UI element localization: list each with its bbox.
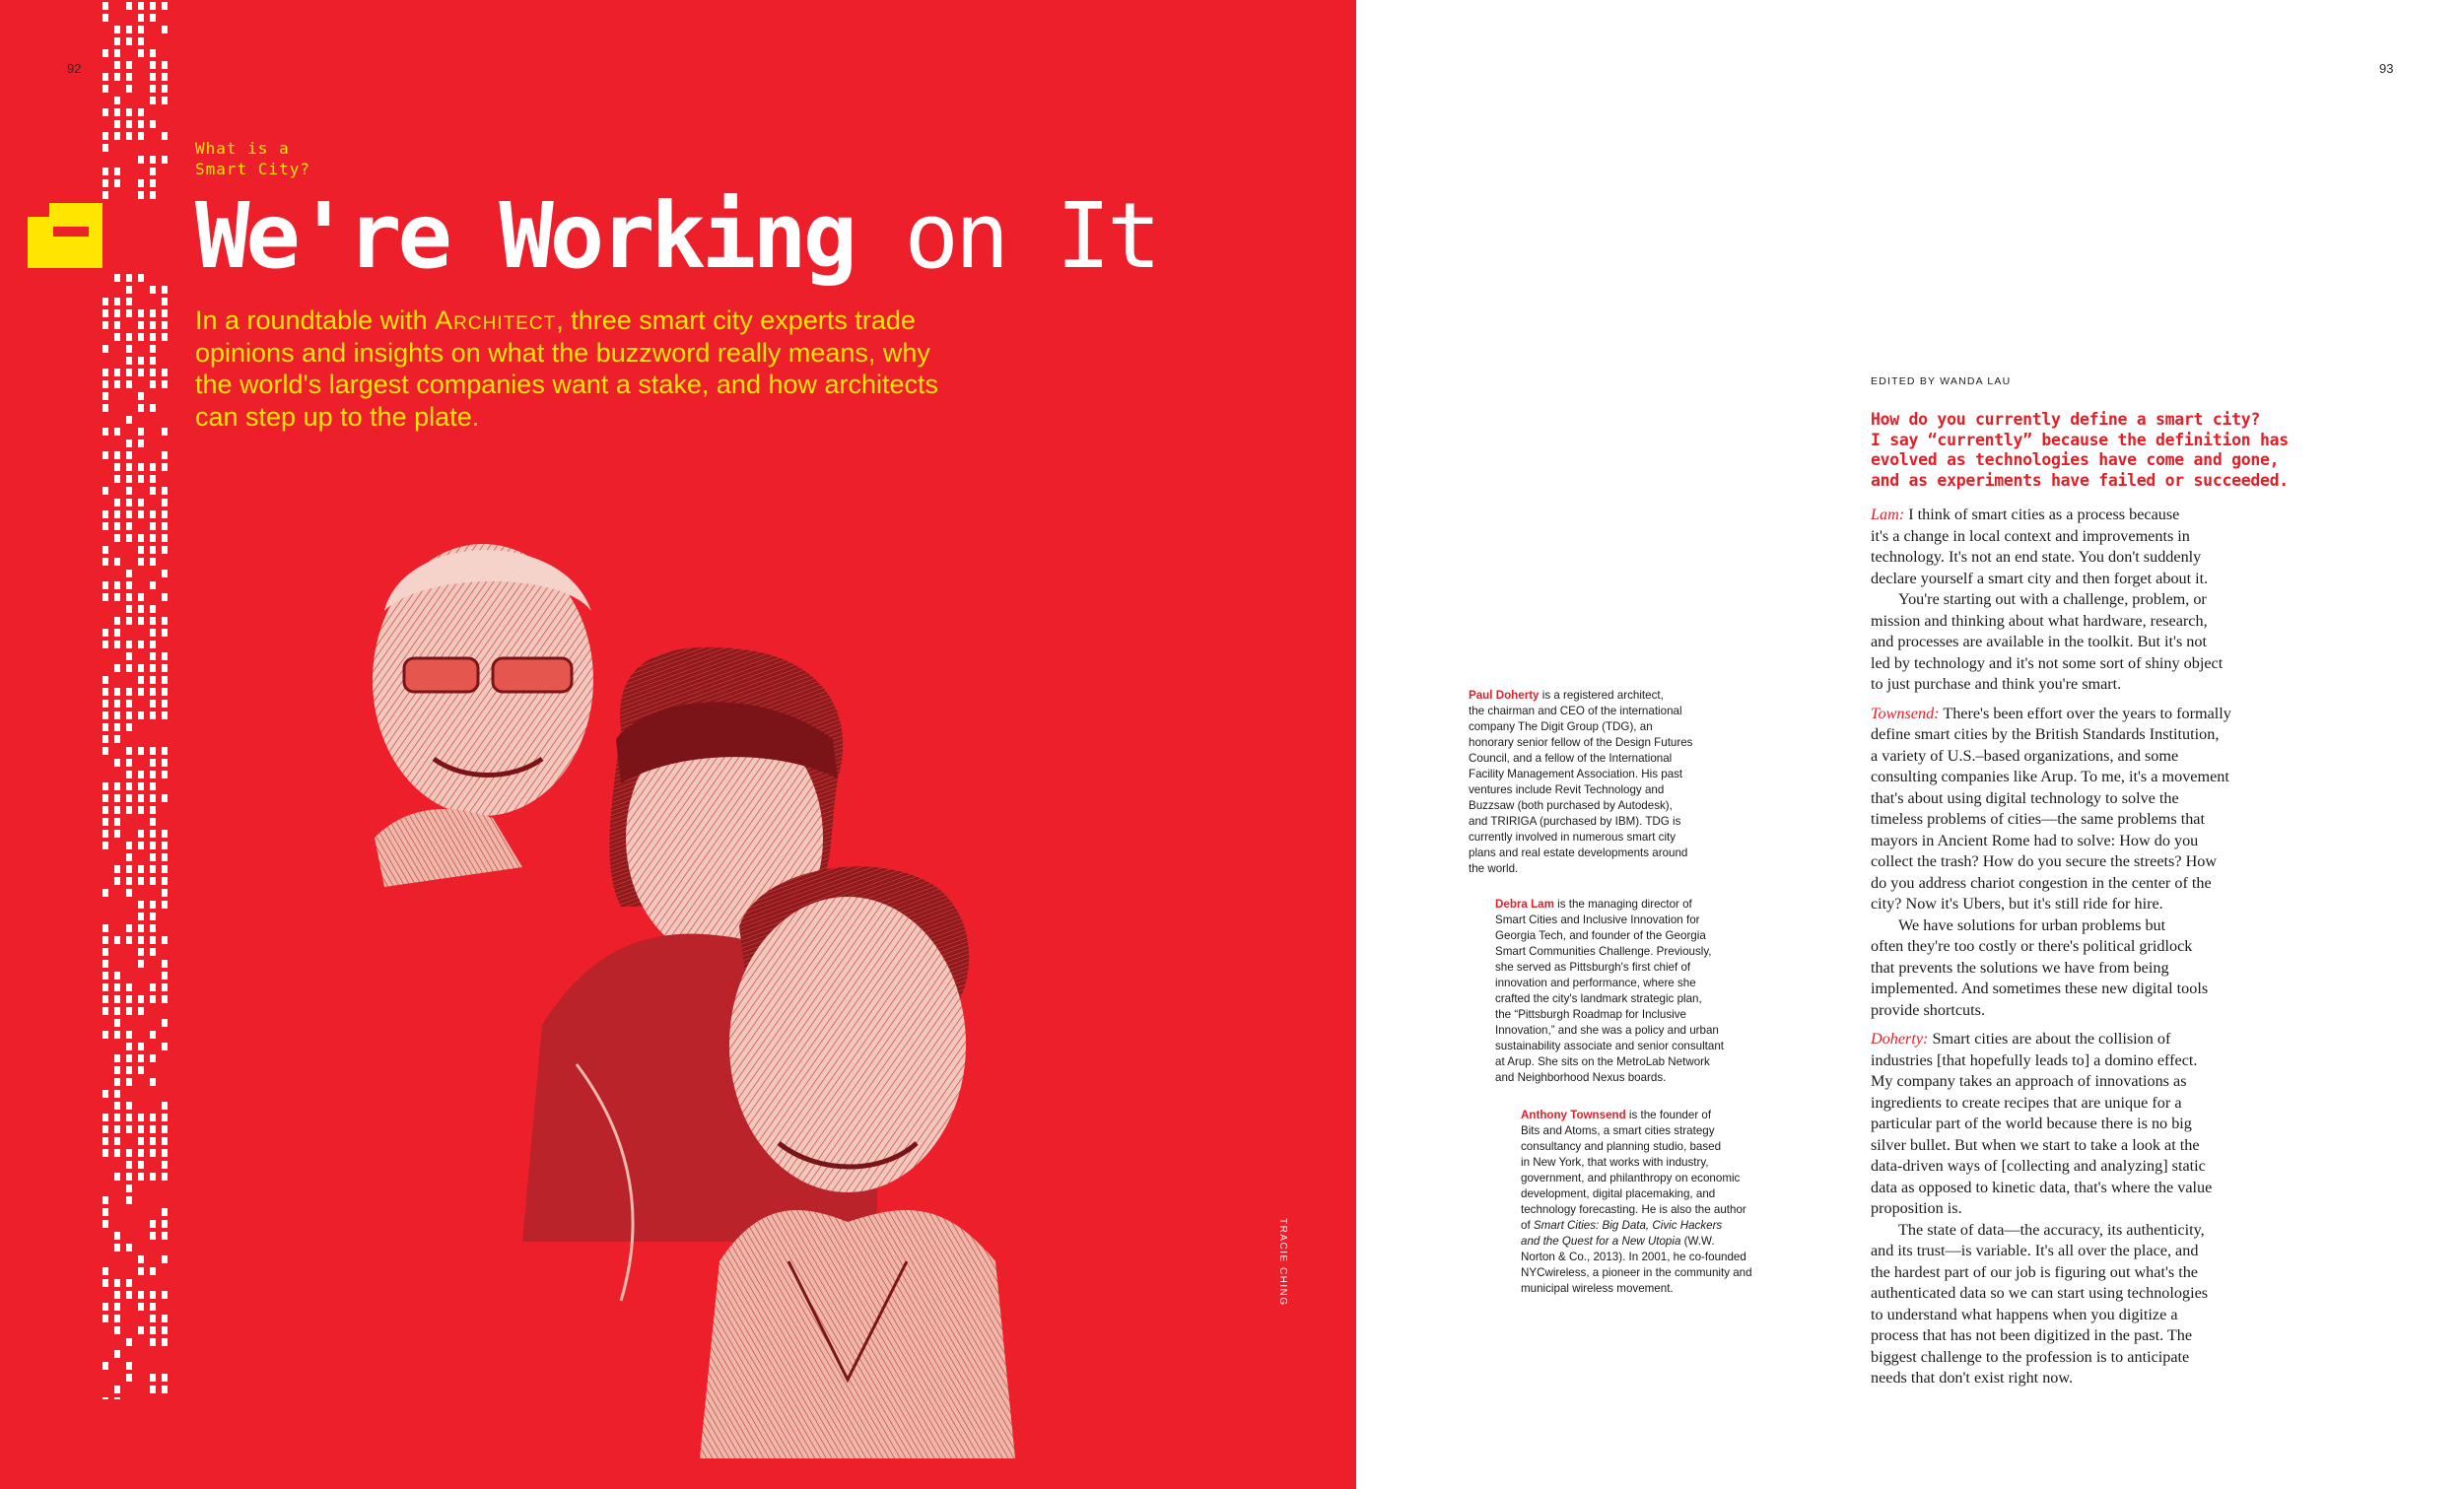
deck-line: [195, 305, 974, 337]
bio-text: government, and philanthropy on economic: [1521, 1172, 1741, 1184]
bio-text: Council, and a fellow of the International: [1469, 752, 1673, 765]
interview-answers: [1871, 505, 2285, 1389]
deck-text: , three smart city experts trade: [556, 305, 916, 335]
deck: [195, 305, 974, 433]
bio-text: Innovation,” and she was a policy and urban: [1495, 1024, 1719, 1037]
bio-text: the “Pittsburgh Roadmap for Inclusive: [1495, 1008, 1686, 1021]
bio-text: consultancy and planning studio, based: [1521, 1140, 1722, 1153]
bio-text: Bits and Atoms, a smart cities strategy: [1521, 1124, 1715, 1137]
answer-paragraph: You're starting out with a challenge, problem, or mission and thinking about what hardware, research, and processes are available in the toolkit. But it's not led by technology and it's not some sort of shiny object to just purchase and think you're smart.: [1871, 590, 2224, 693]
bio-text: ventures include Revit Technology and: [1469, 783, 1665, 796]
bio-text: the world.: [1469, 862, 1519, 875]
kicker-line-2: Smart City?: [195, 160, 310, 178]
bio-name: Anthony Townsend: [1521, 1109, 1626, 1121]
headline: [195, 183, 1158, 289]
portrait-illustration: [325, 512, 1094, 1458]
question-line: How do you currently define a smart city?: [1871, 410, 2260, 429]
bio-text: honorary senior fellow of the Design Futures: [1469, 736, 1693, 749]
bio-text: Buzzsaw (both purchased by Autodesk),: [1469, 799, 1673, 812]
bio-text: company The Digit Group (TDG), an: [1469, 720, 1653, 733]
speaker-label: Townsend:: [1871, 704, 1940, 722]
bio-debra-lam: [1495, 897, 1724, 1086]
page-number-left: 92: [67, 61, 82, 76]
bio-anthony-townsend: [1521, 1108, 1752, 1297]
question-line: and as experiments have failed or succeeded.: [1871, 470, 2289, 490]
bio-text: NYCwireless, a pioneer in the community and: [1521, 1266, 1752, 1279]
bio-text: at Arup. She sits on the MetroLab Network: [1495, 1055, 1710, 1068]
bio-text: plans and real estate developments around: [1469, 846, 1688, 859]
bio-paul-doherty: [1469, 688, 1692, 877]
bio-text: Smart Communities Challenge. Previously,: [1495, 945, 1712, 958]
bio-text: is the managing director of: [1553, 898, 1692, 911]
deck-line: the world's largest companies want a stake, and how architects: [195, 370, 939, 399]
headline-bold: We're Working: [195, 183, 855, 289]
bio-text: Georgia Tech, and founder of the Georgia: [1495, 929, 1706, 942]
speaker-label: Lam:: [1871, 506, 1905, 523]
bio-text: (W.W.: [1680, 1235, 1715, 1248]
bio-text: of: [1521, 1219, 1534, 1232]
bio-text: Norton & Co., 2013). In 2001, he co-founded: [1521, 1251, 1746, 1263]
pixel-pattern-strip: [101, 0, 175, 1399]
interview-question: [1871, 410, 2383, 491]
question-line: evolved as technologies have come and gone,: [1871, 450, 2280, 469]
bio-text: sustainability associate and senior consultant: [1495, 1040, 1725, 1052]
bio-text: Facility Management Association. His past: [1469, 768, 1683, 780]
deck-line: can step up to the plate.: [195, 401, 480, 432]
book-title: Smart Cities: Big Data, Civic Hackers: [1533, 1219, 1723, 1232]
bio-name: Paul Doherty: [1469, 689, 1540, 702]
answer-paragraph: The state of data—the accuracy, its authenticity, and its trust—is variable. It's all over the place, and the hardest part of our job is figuring out what's the authenticated data so we can start using technologies to understand what happens when you digitize a process that has not been digitized in the past. The biggest challenge to the profession is to anticipate needs that don't exist right now.: [1871, 1220, 2209, 1387]
bio-text: and TRIRIGA (purchased by IBM). TDG is: [1469, 815, 1681, 828]
answer-paragraph: Lam: I think of smart cities as a process because it's a change in local context and improvements in technology. It's not an end state. You don't suddenly declare yourself a smart city and then forget about it.: [1871, 506, 2209, 587]
deck-line: opinions and insights on what the buzzword really means, why: [195, 337, 930, 368]
bio-text: development, digital placemaking, and: [1521, 1187, 1716, 1200]
bio-text: she served as Pittsburgh's first chief of: [1495, 961, 1691, 974]
bio-text: is the founder of: [1625, 1109, 1712, 1121]
bio-text: in New York, that works with industry,: [1521, 1156, 1709, 1169]
section-kicker: [195, 138, 310, 179]
deck-text: In a roundtable with: [195, 305, 436, 335]
bio-text: and Neighborhood Nexus boards.: [1495, 1071, 1667, 1084]
answer-paragraph: We have solutions for urban problems but often they're too costly or there's political gridlock that prevents the solutions we have from being implemented. And sometimes these new digital tools provide shortcuts.: [1871, 915, 2209, 1019]
answer-paragraph: Townsend: There's been effort over the years to formally define smart cities by the British Standards Institution, a variety of U.S.–based organizations, and some consulting companies like Arup. To me, it's a movement that's about using digital technology to solve the timeless problems of cities—the same problems that mayors in Ancient Rome had to solve: How do you collect the trash? How do you secure the streets? How do you address chariot congestion in the center of the city? Now it's Ubers, but it's still ride for hire.: [1871, 704, 2231, 913]
bio-text: innovation and performance, where she: [1495, 977, 1696, 989]
page-number-right: 93: [2379, 61, 2394, 76]
bio-text: is a registered architect,: [1539, 689, 1664, 702]
headline-light: on It: [904, 183, 1158, 289]
question-line: I say “currently” because the definition has: [1871, 430, 2289, 449]
brand-name: Architect: [435, 305, 557, 335]
editor-credit: EDITED BY WANDA LAU: [1871, 375, 2012, 387]
kicker-line-1: What is a: [195, 139, 290, 158]
bio-text: currently involved in numerous smart city: [1469, 831, 1677, 844]
bio-name: Debra Lam: [1495, 898, 1554, 911]
photo-credit: TRACIE CHING: [1277, 1218, 1288, 1307]
book-title: and the Quest for a New Utopia: [1521, 1235, 1681, 1248]
bio-text: crafted the city's landmark strategic plan,: [1495, 992, 1702, 1005]
bio-text: technology forecasting. He is also the author: [1521, 1203, 1746, 1216]
architect-b-logo: [28, 203, 103, 268]
answer-paragraph: Doherty: Smart cities are about the collision of industries [that hopefully leads to] a domino effect. My company takes an approach of innovations as ingredients to create recipes that are unique for a particular part of the world because there is no big silver bullet. But when we start to take a look at the data-driven ways of [collecting and analyzing] static data as opposed to kinetic data, that's where the value proposition is.: [1871, 1030, 2213, 1217]
bio-text: municipal wireless movement.: [1521, 1282, 1674, 1295]
bio-text: Smart Cities and Inclusive Innovation for: [1495, 914, 1700, 926]
bio-text: the chairman and CEO of the international: [1469, 705, 1682, 717]
portrait-paul-doherty: [373, 544, 593, 887]
speaker-label: Doherty:: [1871, 1030, 1929, 1048]
